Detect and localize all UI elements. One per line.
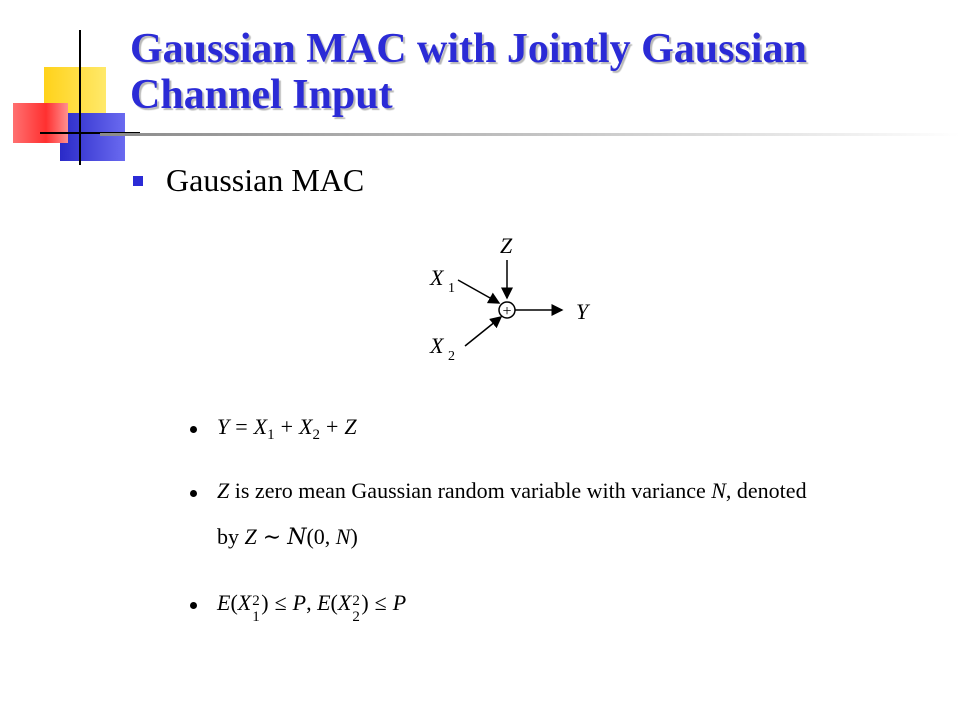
- eq1-x2: X: [299, 414, 313, 439]
- input2-arrow: [465, 317, 501, 346]
- input1-label: X: [430, 265, 444, 290]
- eq3-p2: P: [392, 590, 407, 615]
- equation-2-line2: [217, 522, 358, 553]
- eq3-sup1: 2: [252, 593, 260, 609]
- input1-arrow: [458, 280, 499, 303]
- eq3-close2: ): [361, 590, 369, 615]
- eq3-comma: ,: [306, 590, 312, 615]
- blue-square: [60, 113, 125, 161]
- noise-label: Z: [500, 233, 513, 258]
- eq2-sim: ∼: [262, 524, 282, 549]
- eq2-n: N: [711, 478, 726, 503]
- eq1-x1: X: [253, 414, 268, 439]
- eq1-plus1: +: [280, 414, 294, 439]
- equation-3-text: [217, 588, 407, 625]
- eq1-sub2: 2: [312, 427, 320, 443]
- eq3-open1: (: [230, 590, 238, 615]
- eq3-p1: P: [292, 590, 307, 615]
- eq2-normal: N: [287, 525, 307, 550]
- eq2-z: Z: [217, 478, 230, 503]
- adder-plus: +: [502, 303, 512, 320]
- eq3-sub1: 1: [252, 609, 260, 625]
- eq3-x1: X: [237, 590, 252, 615]
- eq3-sup2: 2: [352, 593, 360, 609]
- equation-1-text: [217, 412, 357, 450]
- input1-subscript: 1: [448, 281, 455, 296]
- eq3-x2: X: [337, 590, 352, 615]
- input2-subscript: 2: [448, 349, 455, 364]
- eq3-le1: ≤: [274, 590, 287, 615]
- corner-decoration: [0, 0, 140, 180]
- eq1-z: Z: [344, 414, 357, 439]
- slide-title: [130, 26, 930, 118]
- eq2-text: is zero mean Gaussian random variable with variance: [234, 478, 706, 503]
- eq1-plus2: +: [326, 414, 339, 439]
- slide-title-line1: Gaussian MAC with Jointly Gaussian: [130, 26, 807, 72]
- eq3-close1: ): [261, 590, 269, 615]
- eq2-args: (0,: [306, 524, 331, 549]
- eq2-n2: N: [335, 524, 351, 549]
- eq3-supsub2: [351, 593, 361, 625]
- eq1-y: Y: [217, 414, 230, 439]
- eq2-z2: Z: [244, 524, 257, 549]
- eq3-sub2: 2: [352, 609, 360, 625]
- square-bullet-icon: [133, 176, 143, 186]
- bullet-dot-icon: [190, 490, 197, 497]
- output-label: Y: [576, 299, 589, 324]
- eq3-e1: E: [217, 590, 231, 615]
- eq3-open2: (: [330, 590, 338, 615]
- eq3-supsub1: [251, 593, 261, 625]
- eq2-close: ): [350, 524, 358, 549]
- eq3-le2: ≤: [374, 590, 387, 615]
- equation-2: [190, 476, 930, 556]
- eq1-sub1: 1: [267, 427, 275, 443]
- mac-channel-diagram: [410, 228, 620, 368]
- red-square: [13, 103, 68, 143]
- bullet-dot-icon: [190, 602, 197, 609]
- eq2-by: by: [217, 524, 239, 549]
- bullet-text: Gaussian MAC: [166, 162, 365, 198]
- input2-label: X: [430, 333, 444, 358]
- eq3-e2: E: [317, 590, 331, 615]
- eq1-equals: =: [235, 414, 248, 439]
- eq2-denoted: , denoted: [725, 478, 807, 503]
- equation-2-line1: [217, 476, 807, 506]
- slide-title-line2: Channel Input: [130, 72, 393, 118]
- bullet-dot-icon: [190, 426, 197, 433]
- title-underline: [100, 133, 960, 136]
